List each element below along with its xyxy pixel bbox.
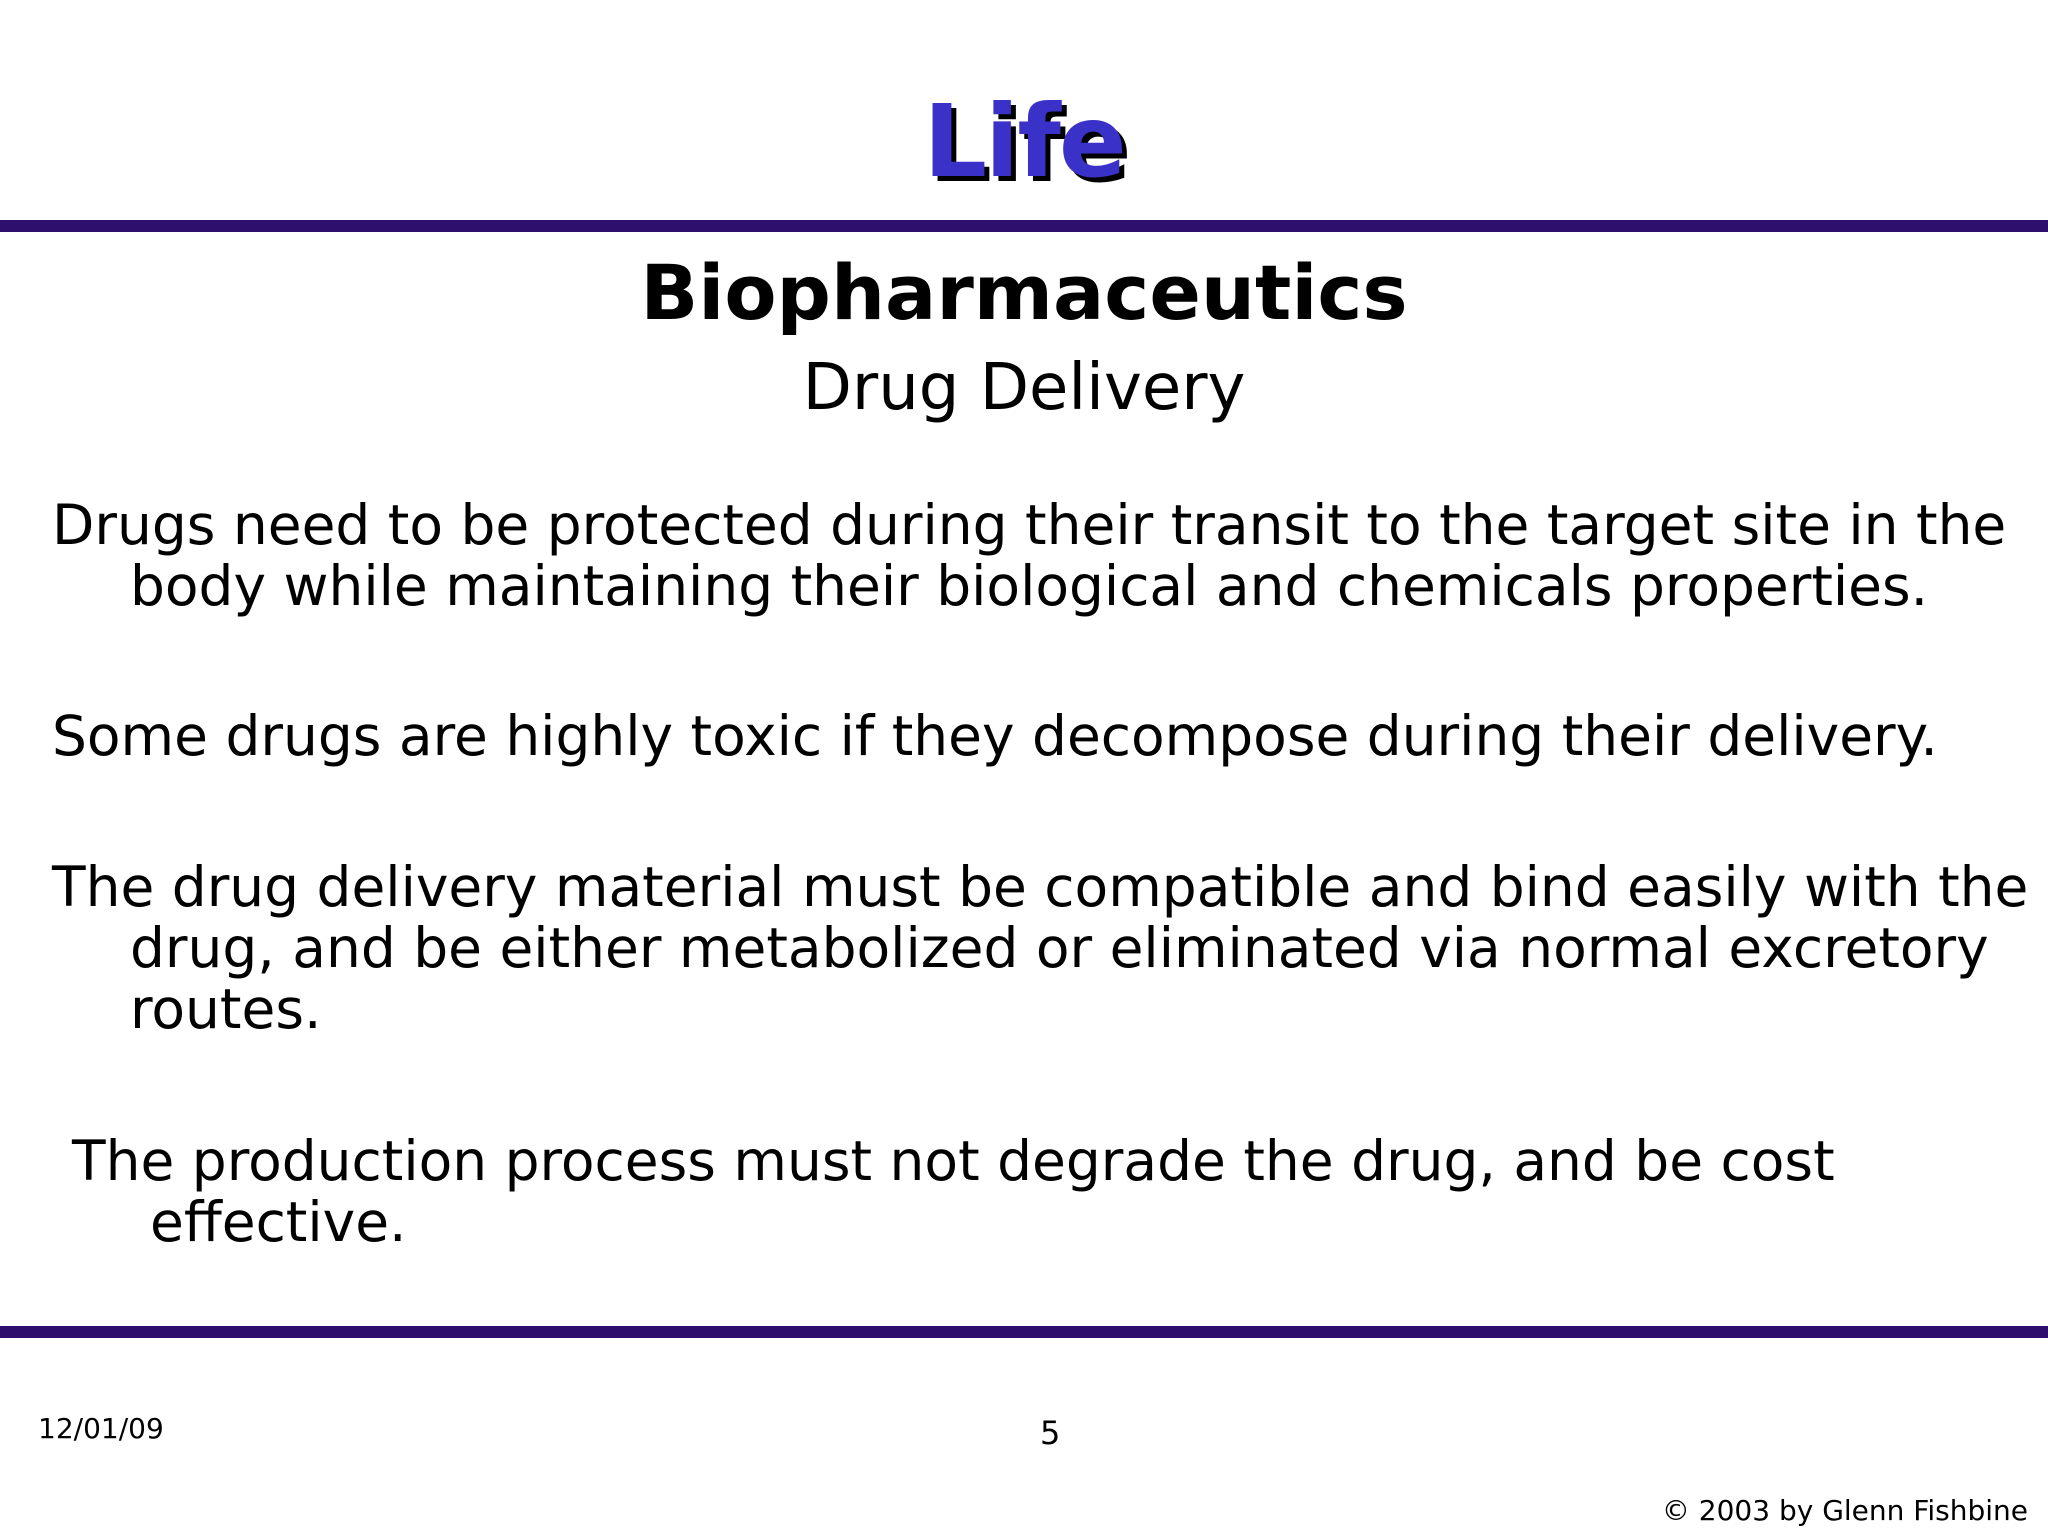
slide-title: Life [923,83,1125,200]
copyright-notice: © 2003 by Glenn Fishbine [1661,1494,2028,1527]
bottom-divider [0,1326,2048,1338]
slide-subheading: Drug Delivery [802,351,1246,425]
footer-date: 12/01/09 [38,1412,164,1445]
slide-heading: Biopharmaceutics [640,248,1408,337]
body-paragraph-4: The production process must not degrade the drug, and be cost effective. [72,1129,1835,1254]
body-paragraph-2: Some drugs are highly toxic if they decompose during their delivery. [52,704,1938,768]
body-paragraph-3: The drug delivery material must be compatible and bind easily with the drug, and be either metabolized or eliminated via normal excretory routes. [52,855,2029,1041]
page-number: 5 [1040,1414,1061,1452]
top-divider [0,220,2048,232]
body-paragraph-1: Drugs need to be protected during their transit to the target site in the body while maintaining their biological and chemicals properties. [52,493,2007,618]
